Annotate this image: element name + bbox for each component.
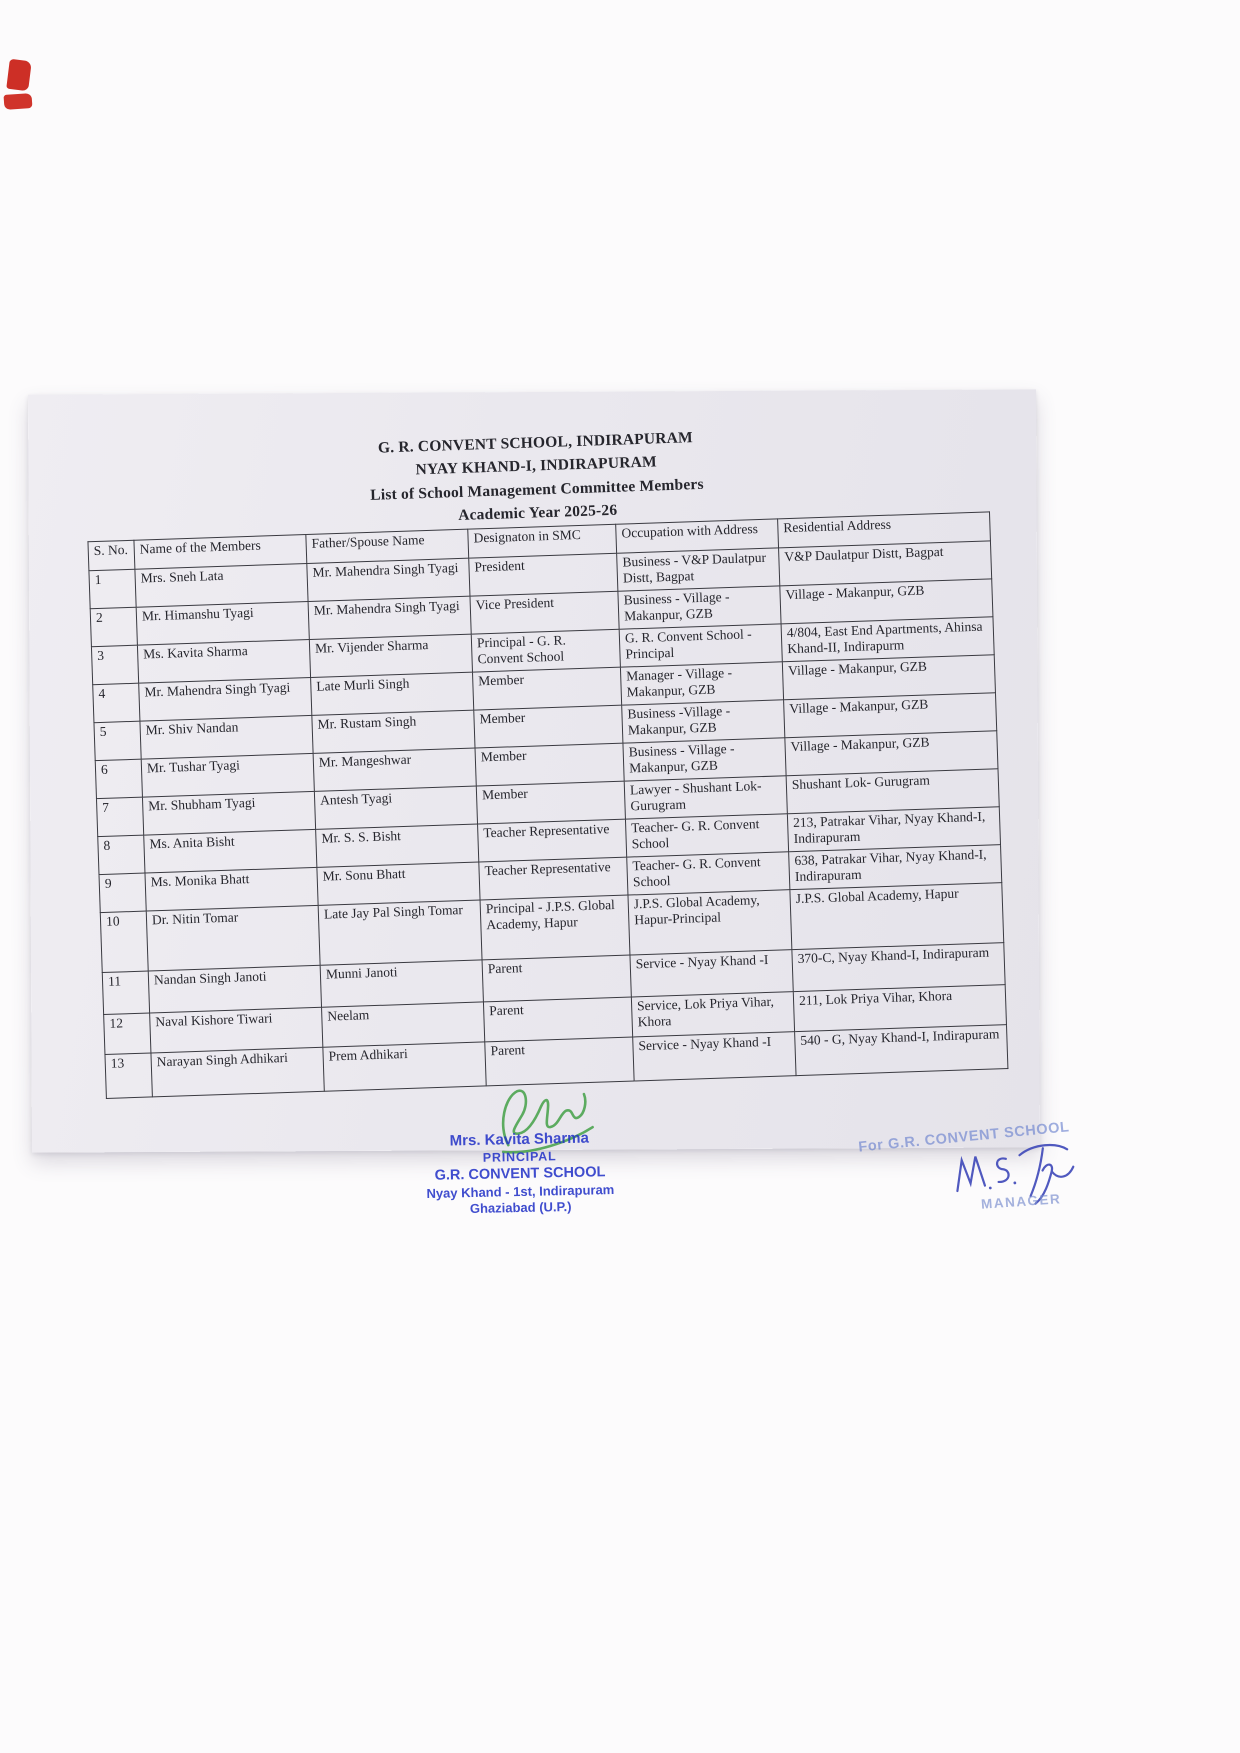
table-cell: Narayan Singh Adhikari (151, 1047, 324, 1097)
table-cell: Teacher- G. R. Convent School (625, 813, 788, 856)
table-cell: 11 (102, 971, 149, 1015)
stamp-school-address1: Nyay Khand - 1st, Indirapuram (426, 1181, 615, 1201)
table-cell: Business - Village - Makanpur, GZB (618, 586, 781, 629)
school-address-line: NYAY KHAND-I, INDIRAPURAM (415, 453, 658, 479)
table-cell: Prem Adhikari (323, 1041, 486, 1090)
table-cell: 2 (90, 607, 137, 646)
manager-stamp-title: MANAGER (980, 1191, 1062, 1212)
table-cell: Mr. Mahendra Singh Tyagi (308, 596, 471, 639)
table-cell: Neelam (322, 1001, 485, 1046)
red-mark-icon (6, 59, 31, 91)
academic-year-line: Academic Year 2025-26 (457, 501, 618, 524)
table-cell: 5 (94, 721, 141, 760)
table-cell: Member (474, 705, 623, 748)
col-header-sno: S. No. (88, 540, 135, 571)
list-title-line: List of School Management Committee Members (369, 475, 704, 504)
table-cell: Mr. Mangeshwar (313, 748, 476, 791)
table-cell: Ms. Monika Bhatt (145, 867, 318, 911)
table-cell: Mr. Mahendra Singh Tyagi (307, 558, 470, 601)
smc-members-table (87, 511, 1008, 1098)
table-cell: 4 (93, 683, 140, 722)
table-cell: 638, Patrakar Vihar, Nyay Khand-I, Indirapuram (789, 844, 1002, 889)
table-cell: Mr. Tushar Tyagi (141, 753, 314, 797)
document-content (84, 416, 1013, 1098)
col-header-name: Name of the Members (134, 535, 307, 570)
table-cell: Mr. Himanshu Tyagi (136, 601, 309, 645)
table-cell: Member (476, 781, 625, 824)
stamp-principal-title: PRINCIPAL (482, 1149, 557, 1165)
table-cell: Mr. Vijender Sharma (309, 634, 472, 677)
table-cell: Ms. Anita Bisht (144, 829, 317, 873)
col-header-residential: Residential Address (778, 512, 991, 548)
table-cell: Member (472, 667, 621, 710)
table-cell: Ms. Kavita Sharma (137, 639, 310, 683)
paper-sheet (28, 389, 1040, 1152)
table-cell: Service, Lok Priya Vihar, Khora (631, 991, 794, 1036)
table-cell: J.P.S. Global Academy, Hapur-Principal (628, 889, 792, 954)
table-cell: 8 (98, 835, 145, 874)
table-cell: Village - Makanpur, GZB (785, 731, 998, 776)
table-cell: Mr. Shiv Nandan (140, 715, 313, 759)
table-cell: Mr. Mahendra Singh Tyagi (139, 677, 312, 721)
table-cell: Mr. Sonu Bhatt (317, 862, 480, 905)
table-cell: 7 (96, 797, 143, 836)
table-cell: 6 (95, 759, 142, 798)
table-cell: Vice President (470, 591, 619, 634)
table-cell: 211, Lok Priya Vihar, Khora (793, 984, 1006, 1031)
table-cell: Teacher Representative (479, 857, 628, 900)
table-cell: Mr. S. S. Bisht (316, 824, 479, 867)
table-cell: Member (475, 743, 624, 786)
table-cell: 12 (104, 1012, 151, 1054)
table-cell: Nandan Singh Janoti (148, 965, 321, 1013)
table-cell: 10 (100, 911, 148, 972)
table-cell: G. R. Convent School - Principal (619, 624, 782, 667)
table-cell: Manager - Village - Makanpur, GZB (620, 662, 783, 705)
table-cell: V&P Daulatpur Distt, Bagpat (779, 541, 992, 586)
table-cell: Mrs. Sneh Lata (135, 564, 308, 608)
table-cell: Business -Village - Makanpur, GZB (622, 700, 785, 743)
table-cell: Service - Nyay Khand -I (630, 949, 793, 996)
table-cell: Village - Makanpur, GZB (782, 655, 995, 700)
table-cell: Lawyer - Shushant Lok- Gurugram (624, 775, 787, 818)
table-cell: Late Murli Singh (311, 672, 474, 715)
table-cell: 13 (105, 1052, 152, 1098)
table-cell: Village - Makanpur, GZB (784, 693, 997, 738)
table-cell: Naval Kishore Tiwari (150, 1007, 323, 1053)
red-mark-icon (4, 93, 33, 110)
table-cell: 9 (99, 873, 146, 912)
table-cell: Mr. Rustam Singh (312, 710, 475, 753)
stamp-school-name: G.R. CONVENT SCHOOL (434, 1164, 606, 1184)
table-cell: Principal - G. R. Convent School (471, 629, 620, 672)
table-body (89, 541, 1008, 1098)
table-cell: Teacher Representative (478, 819, 627, 862)
table-cell: Dr. Nitin Tomar (146, 905, 320, 971)
table-cell: Shushant Lok- Gurugram (786, 768, 999, 813)
table-cell: 3 (91, 645, 138, 685)
school-name-line: G. R. CONVENT SCHOOL, INDIRAPURAM (377, 429, 694, 457)
table-cell: Village - Makanpur, GZB (780, 579, 993, 624)
table-cell: 540 - G, Nyay Khand-I, Indirapuram (795, 1024, 1008, 1075)
stamp-school-address2: Ghaziabad (U.P.) (469, 1199, 572, 1217)
table-cell: Parent (483, 997, 632, 1042)
for-school-stamp: For G.R. CONVENT SCHOOL (857, 1119, 1071, 1156)
stamp-principal-name: Mrs. Kavita Sharma (449, 1129, 590, 1150)
table-cell: Business - V&P Daulatpur Distt, Bagpat (617, 548, 780, 591)
table-cell: Mr. Shubham Tyagi (142, 791, 315, 835)
col-header-designation: Designaton in SMC (468, 524, 617, 558)
table-cell: Antesh Tyagi (314, 786, 477, 829)
table-cell: Principal - J.P.S. Global Academy, Hapur (480, 895, 630, 960)
table-cell: Service - Nyay Khand -I (633, 1031, 796, 1080)
table-cell: Business - Village - Makanpur, GZB (623, 738, 786, 781)
table-cell: 213, Patrakar Vihar, Nyay Khand-I, Indirapuram (787, 806, 1000, 851)
col-header-father-spouse: Father/Spouse Name (306, 529, 469, 563)
table-cell: 4/804, East End Apartments, Ahinsa Khand-II, Indirapurm (781, 617, 994, 662)
table-cell: Parent (485, 1036, 634, 1085)
principal-stamp (404, 1128, 636, 1220)
table-cell: 370-C, Nyay Khand-I, Indirapuram (792, 942, 1005, 991)
table-cell: Parent (482, 955, 631, 1002)
table-cell: J.P.S. Global Academy, Hapur (790, 882, 1004, 949)
col-header-occupation: Occupation with Address (616, 519, 779, 553)
table-cell: Late Jay Pal Singh Tomar (318, 899, 482, 964)
table-cell: Munni Janoti (320, 959, 483, 1006)
table-cell: Teacher- G. R. Convent School (627, 851, 790, 894)
table-cell: 1 (89, 569, 136, 608)
table-cell: President (469, 553, 618, 596)
